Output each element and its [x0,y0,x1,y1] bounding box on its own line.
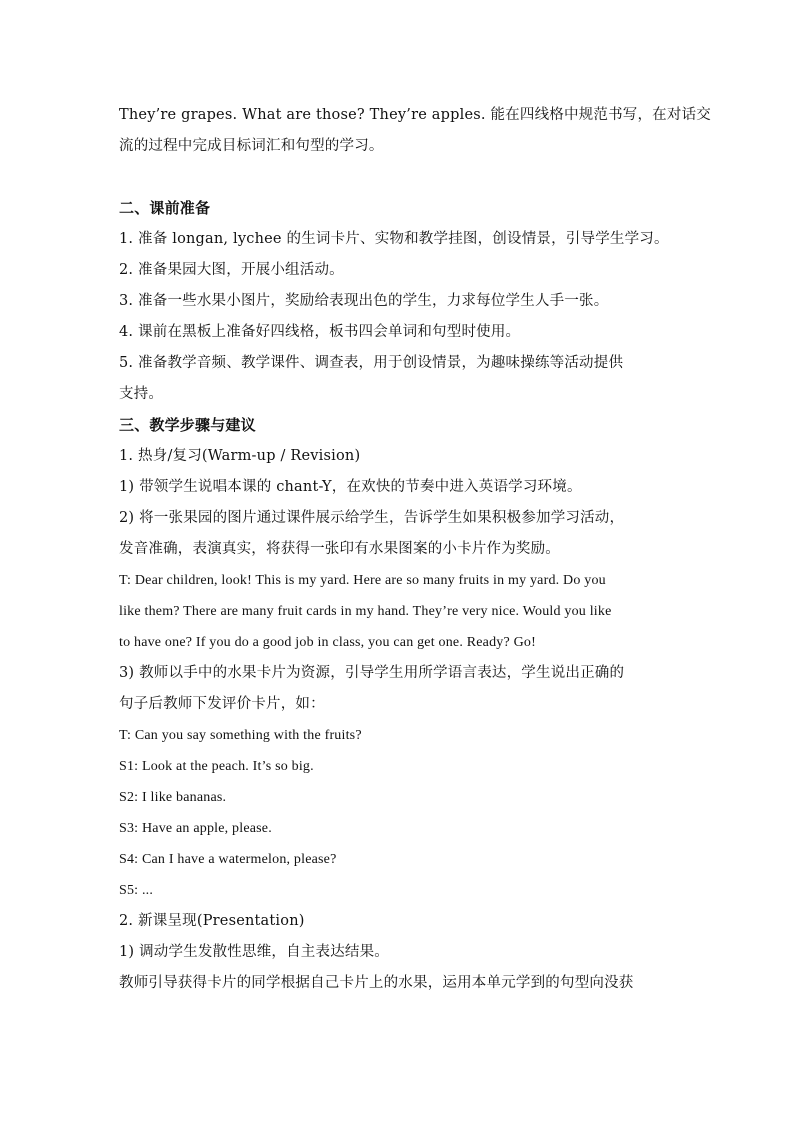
section-heading-preparation: 二、课前准备 [119,199,211,217]
warmup-step-2: 2) 将一张果园的图片通过课件展示给学生，告诉学生如果积极参加学习活动， [119,510,625,526]
presentation-step-1: 1) 调动学生发散性思维，自主表达结果。 [119,944,389,960]
section-heading-steps: 三、教学步骤与建议 [119,416,256,434]
teacher-speech-1: T: Dear children, look! This is my yard. Here are so many fruits in my yard. Do you [119,573,606,588]
prep-item-1: 1. 准备 longan, lychee 的生词卡片、实物和教学挂图，创设情景，引导学生学习。 [119,231,669,247]
document-page [119,100,711,999]
prep-item-2: 2. 准备果园大图，开展小组活动。 [119,262,344,278]
teacher-speech-3: to have one? If you do a good job in class, you can get one. Ready? Go! [119,635,536,650]
dialogue-line: T: Can you say something with the fruits? [119,728,362,743]
warmup-step-3-cont: 句子后教师下发评价卡片，如： [119,696,325,712]
dialogue-line: S3: Have an apple, please. [119,821,272,836]
warmup-step-3: 3) 教师以手中的水果卡片为资源，引导学生用所学语言表达，学生说出正确的 [119,665,625,681]
prep-item-5-cont: 支持。 [119,386,164,402]
presentation-title: 2. 新课呈现(Presentation) [119,913,305,929]
dialogue-line: S4: Can I have a watermelon, please? [119,852,337,867]
warmup-title: 1. 热身/复习(Warm-up / Revision) [119,448,361,464]
intro-line-2: 流的过程中完成目标词汇和句型的学习。 [119,138,384,154]
intro-line-1: They’re grapes. What are those? They’re apples. 能在四线格中规范书写，在对话交 [119,107,711,123]
prep-item-5: 5. 准备教学音频、教学课件、调查表，用于创设情景，为趣味操练等活动提供 [119,355,624,371]
dialogue-line: S5: ... [119,883,154,898]
dialogue-line: S2: I like bananas. [119,790,227,805]
teacher-speech-2: like them? There are many fruit cards in my hand. They’re very nice. Would you like [119,604,612,619]
prep-item-3: 3. 准备一些水果小图片，奖励给表现出色的学生，力求每位学生人手一张。 [119,293,609,309]
warmup-step-1: 1) 带领学生说唱本课的 chant-Y，在欢快的节奏中进入英语学习环境。 [119,479,582,495]
prep-item-4: 4. 课前在黑板上准备好四线格，板书四会单词和句型时使用。 [119,324,521,340]
warmup-step-2-cont: 发音准确，表演真实，将获得一张印有水果图案的小卡片作为奖励。 [119,541,560,557]
dialogue-line: S1: Look at the peach. It’s so big. [119,759,314,774]
presentation-paragraph: 教师引导获得卡片的同学根据自己卡片上的水果，运用本单元学到的句型向没获 [119,975,634,991]
spacer [119,162,677,193]
